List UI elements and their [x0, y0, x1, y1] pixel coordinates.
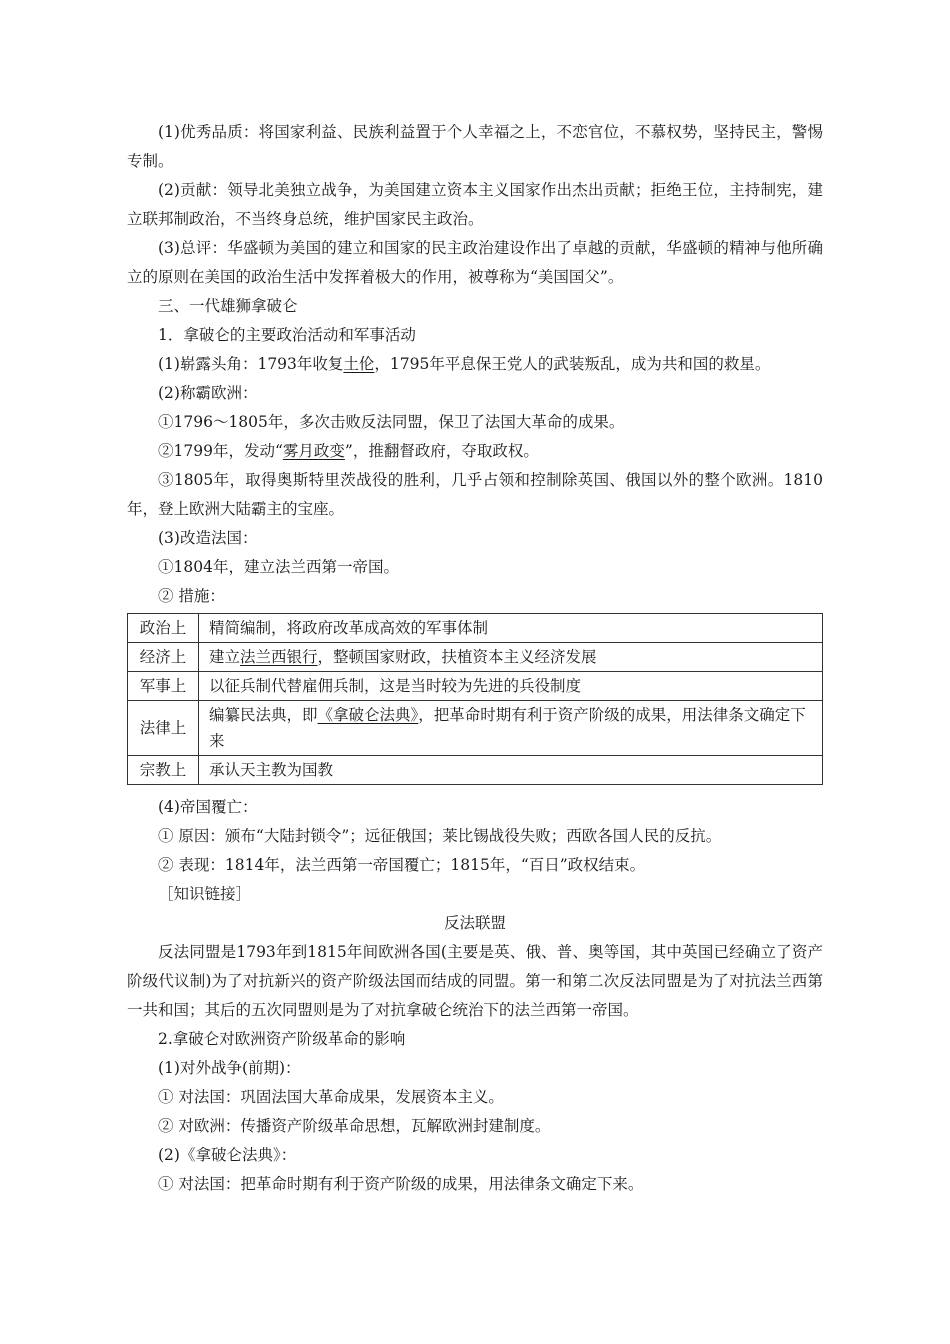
list-item: ①1796～1805年，多次击败反法同盟，保卫了法国大革命的成果。	[158, 413, 625, 431]
table-row	[128, 614, 823, 643]
table-cell-content: 承认天主教为国教	[199, 756, 823, 785]
link-bank-of-france[interactable]: 法兰西银行	[240, 648, 318, 666]
text-fragment: 编纂民法典，即	[209, 706, 318, 724]
list-item: ② 对欧洲：传播资产阶级革命思想，瓦解欧洲封建制度。	[158, 1117, 551, 1135]
paragraph-dominate-europe: (2)称霸欧洲：	[158, 384, 258, 402]
link-toulon[interactable]: 土伦	[343, 355, 375, 373]
table-cell-content: 以征兵制代替雇佣兵制，这是当时较为先进的兵役制度	[199, 672, 823, 701]
paragraph-empire-fall: (4)帝国覆亡：	[158, 798, 258, 816]
paragraph-emergence	[127, 350, 823, 379]
list-item	[127, 437, 823, 466]
paragraph-foreign-wars: (1)对外战争(前期)：	[158, 1059, 301, 1077]
subheading-activities: 1．拿破仑的主要政治活动和军事活动	[158, 326, 416, 344]
section-heading-napoleon: 三、一代雄狮拿破仑	[158, 297, 298, 315]
table-cell-category: 军事上	[128, 672, 199, 701]
text-fragment: ，整顿国家财政，扶植资本主义经济发展	[317, 648, 597, 666]
knowledge-link-tag: ［知识链接］	[158, 885, 252, 903]
table-cell-content	[199, 701, 823, 756]
table-row	[128, 672, 823, 701]
table-cell-content: 精简编制，将政府改革成高效的军事体制	[199, 614, 823, 643]
paragraph-evaluation: (3)总评：华盛顿为美国的建立和国家的民主政治建设作出了卓越的贡献，华盛顿的精神与他所确立的原则在美国的政治生活中发挥着极大的作用，被尊称为“美国国父”。	[127, 239, 823, 286]
table-cell-category: 法律上	[128, 701, 199, 756]
table-cell-content	[199, 643, 823, 672]
text-fragment: ”，推翻督政府，夺取政权。	[344, 442, 539, 460]
knowledge-link-title: 反法联盟	[443, 914, 506, 932]
paragraph-virtues: (1)优秀品质：将国家利益、民族利益置于个人幸福之上，不恋官位，不慕权势，坚持民主，警惕专制。	[127, 123, 823, 170]
list-item: ①1804年，建立法兰西第一帝国。	[158, 558, 399, 576]
list-item-measures: ② 措施：	[158, 587, 225, 605]
list-item: ② 表现：1814年，法兰西第一帝国覆亡；1815年，“百日”政权结束。	[158, 856, 646, 874]
paragraph-reform-france: (3)改造法国：	[158, 529, 258, 547]
list-item: ① 对法国：把革命时期有利于资产阶级的成果，用法律条文确定下来。	[158, 1175, 644, 1193]
table-row	[128, 701, 823, 756]
table-row	[128, 643, 823, 672]
knowledge-link-body: 反法同盟是1793年到1815年间欧洲各国(主要是英、俄、普、奥等国，其中英国已经确立了资产阶级代议制)为了对抗新兴的资产阶级法国而结成的同盟。第一和第二次反法同盟是为了对抗法兰西第一共和国；其后的五次同盟则是为了对抗拿破仑统治下的法兰西第一帝国。	[127, 943, 823, 1019]
table-cell-category: 政治上	[128, 614, 199, 643]
link-napoleonic-code[interactable]: 《拿破仑法典》	[317, 706, 419, 724]
table-row	[128, 756, 823, 785]
table-cell-category: 宗教上	[128, 756, 199, 785]
text-fragment: 建立	[209, 648, 241, 666]
paragraph-contributions: (2)贡献：领导北美独立战争，为美国建立资本主义国家作出杰出贡献；拒绝王位，主持制宪，建立联邦制政治，不当终身总统，维护国家民主政治。	[127, 181, 823, 228]
subheading-influence: 2.拿破仑对欧洲资产阶级革命的影响	[158, 1030, 406, 1048]
text-fragment: ，把革命时期有利于资产阶级的成果，用法律条文确定下来	[209, 706, 806, 750]
list-item: ① 原因：颁布“大陆封锁令”；远征俄国；莱比锡战役失败；西欧各国人民的反抗。	[158, 827, 722, 845]
text-fragment: ，1795年平息保王党人的武装叛乱，成为共和国的救星。	[374, 355, 771, 373]
paragraph-napoleonic-code: (2)《拿破仑法典》：	[158, 1146, 297, 1164]
text-fragment: ②1799年，发动“	[158, 442, 283, 460]
list-item: ③1805年，取得奥斯特里茨战役的胜利，几乎占领和控制除英国、俄国以外的整个欧洲。1810年，登上欧洲大陆霸主的宝座。	[127, 471, 823, 518]
text-fragment: (1)崭露头角：1793年收复	[158, 355, 344, 373]
link-brumaire-coup[interactable]: 雾月政变	[282, 442, 345, 460]
list-item: ① 对法国：巩固法国大革命成果，发展资本主义。	[158, 1088, 504, 1106]
table-cell-category: 经济上	[128, 643, 199, 672]
document-page	[127, 118, 823, 1199]
measures-table	[127, 613, 823, 785]
